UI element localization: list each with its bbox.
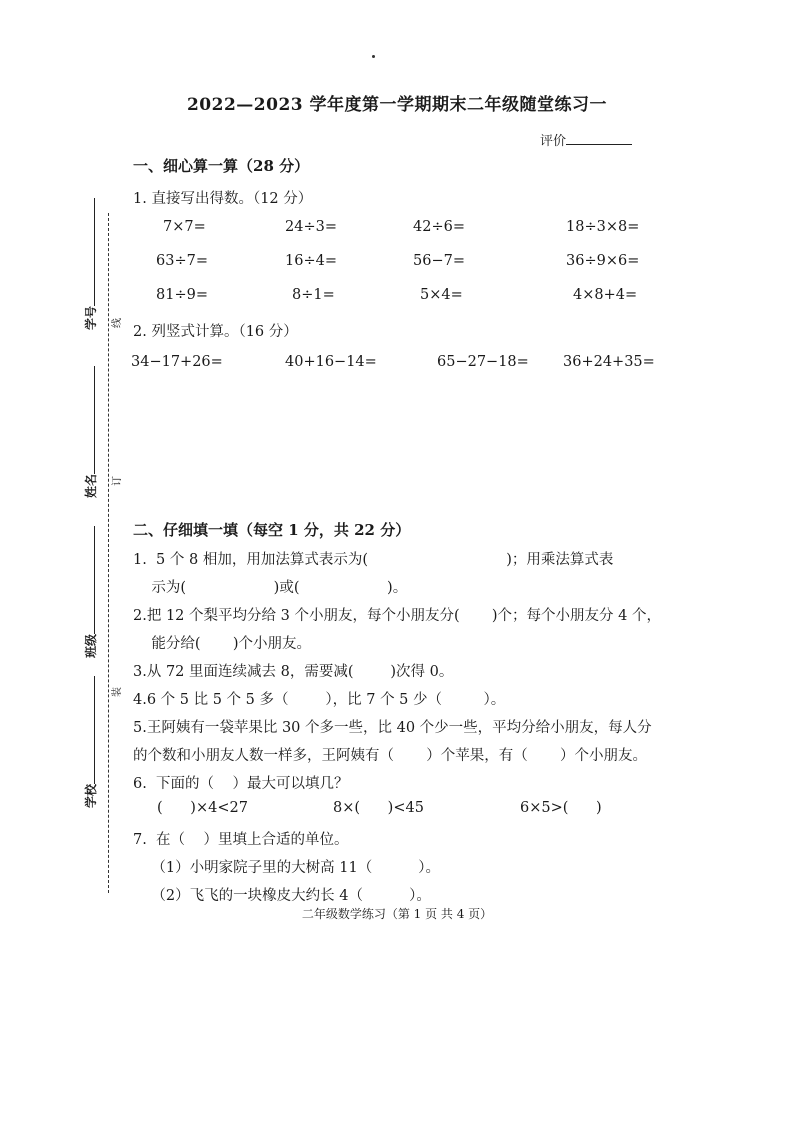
q6-item: ( )×4<27 <box>157 800 248 816</box>
name-blank[interactable] <box>84 366 95 474</box>
q1-expression: 42÷6= <box>413 219 465 235</box>
q-text-line: 2.把 12 个梨平均分给 3 个小朋友，每个小朋友分( )个；每个小朋友分 4 个， <box>133 608 661 624</box>
q1-expression: 8÷1= <box>292 287 335 303</box>
q1-expression: 63÷7= <box>156 253 208 269</box>
q1-expression: 18÷3×8= <box>566 219 640 235</box>
q2-expression: 34−17+26= <box>131 354 223 370</box>
student-no-blank[interactable] <box>84 198 95 306</box>
side-label-class: 班级 <box>82 526 99 658</box>
class-blank[interactable] <box>84 526 95 634</box>
q1-expression: 81÷9= <box>156 287 208 303</box>
q-text-line: （2）飞飞的一块橡皮大约长 4（ ）。 <box>133 888 431 904</box>
school-blank[interactable] <box>84 676 95 784</box>
side-label-school: 学校 <box>82 676 99 808</box>
q-text-line: 7. 在（ ）里填上合适的单位。 <box>133 832 349 848</box>
q-text-line: 3.从 72 里面连续减去 8，需要减( )次得 0。 <box>133 664 454 680</box>
side-label-name: 姓名 <box>82 366 99 498</box>
binding-mark-line: 线 <box>112 318 123 328</box>
q-text-line: 1. 5 个 8 相加，用加法算式表示为( )；用乘法算式表 <box>133 552 614 568</box>
q2-prompt: 2. 列竖式计算。（16 分） <box>133 324 298 340</box>
q-text-line: 能分给( )个小朋友。 <box>133 636 312 652</box>
q1-expression: 24÷3= <box>285 219 337 235</box>
q-text-line: 5.王阿姨有一袋苹果比 30 个多一些，比 40 个少一些，平均分给小朋友，每人分 <box>133 720 652 736</box>
q1-expression: 16÷4= <box>285 253 337 269</box>
q6-item: 6×5>( ) <box>520 800 602 816</box>
binding-dashed-line <box>108 213 109 893</box>
q2-expression: 36+24+35= <box>563 354 655 370</box>
q-text-line: 的个数和小朋友人数一样多，王阿姨有（ ）个苹果，有（ ）个小朋友。 <box>133 748 648 764</box>
q2-expression: 40+16−14= <box>285 354 377 370</box>
q1-expression: 7×7= <box>163 219 206 235</box>
page-title: 2022—2023 学年度第一学期期末二年级随堂练习一 <box>186 95 608 115</box>
binding-mark-zhuang: 装 <box>112 687 123 697</box>
scan-dot <box>372 55 375 58</box>
q6-item: 8×( )<45 <box>333 800 424 816</box>
q1-expression: 56−7= <box>413 253 465 269</box>
q1-prompt: 1. 直接写出得数。（12 分） <box>133 191 313 207</box>
page-footer: 二年级数学练习（第 1 页 共 4 页） <box>301 907 493 921</box>
q-text-line: 4.6 个 5 比 5 个 5 多（ ），比 7 个 5 少（ ）。 <box>133 692 506 708</box>
q1-expression: 4×8+4= <box>573 287 638 303</box>
q1-expression: 5×4= <box>420 287 463 303</box>
evaluation-blank[interactable] <box>566 132 632 145</box>
side-label-student-no: 学号 <box>82 198 99 330</box>
section1-heading: 一、细心算一算（28 分） <box>133 157 310 175</box>
q-text-line: 示为( )或( )。 <box>133 580 408 596</box>
evaluation-field <box>540 130 632 149</box>
q-text-line: 6. 下面的（ ）最大可以填几？ <box>133 776 349 792</box>
binding-mark-ding: 订 <box>112 476 123 486</box>
section2-heading: 二、仔细填一填（每空 1 分，共 22 分） <box>133 521 411 539</box>
q2-expression: 65−27−18= <box>437 354 529 370</box>
q1-expression: 36÷9×6= <box>566 253 640 269</box>
evaluation-label: 评价 <box>540 134 567 149</box>
q-text-line: （1）小明家院子里的大树高 11（ ）。 <box>133 860 441 876</box>
